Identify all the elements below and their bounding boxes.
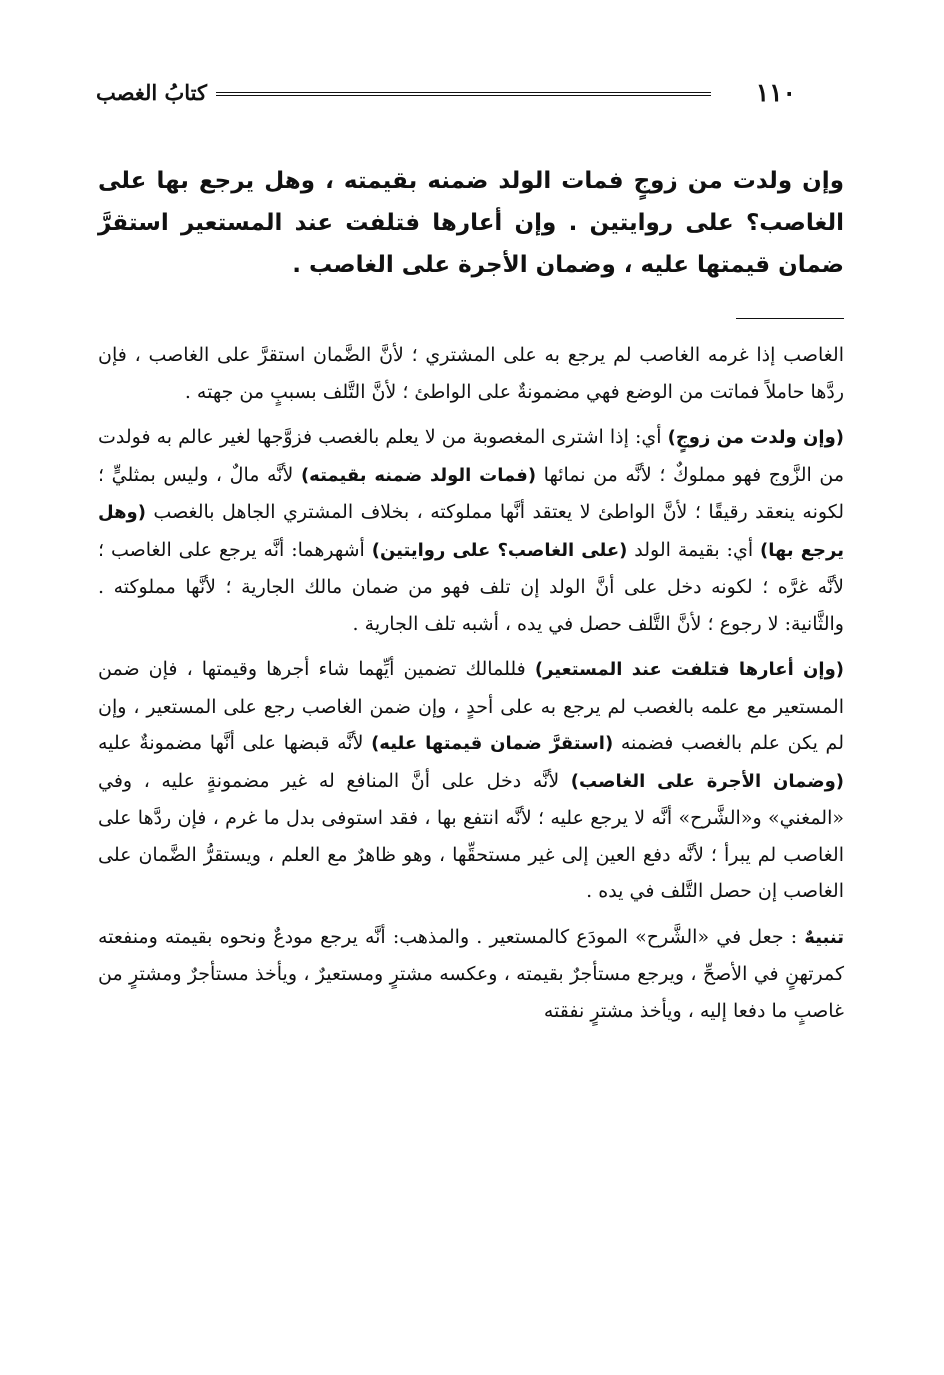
commentary-text: أي: بقيمة الولد [627,538,760,561]
commentary-text: فللمالك تضمين أيِّهما شاء أجرها وقيمتها ، فإن ضمن المستعير مع علمه بالغصب لم يرجع به على أحدٍ ، وإن ضمن الغاصب رجع على المستعير ، وإن لم يكن علم بالغصب فضمنه [98,658,844,754]
quoted-matn: (وهل يرجع بها) [98,502,844,561]
quoted-matn: (وضمان الأجرة على الغاصب) [570,770,844,792]
quoted-matn: (فمات الولد ضمنه بقيمته) [300,464,537,486]
book-title: كتابُ الغصب [96,80,208,105]
footnote-separator [736,318,844,319]
quoted-matn: (وإن ولدت من زوجٍ) [667,427,844,448]
commentary-text: : جعل في «الشَّرح» المودَع كالمستعير . والمذهب: أنَّه يرجع مودعٌ ونحوه بقيمته ومنفعته كمرتهنٍ في الأصحِّ ، ويرجع مستأجرٌ بقيمته ، وعكسه مشترٍ ومستعيرٌ ، ويأخذ مستأجرٌ ومشترٍ من غاصبٍ ما دفعا إليه ، ويأخذ مشترٍ نفقته [98,925,844,1022]
page-number: ١١٠ [755,78,796,107]
sharh-paragraph-1: الغاصب إذا غرمه الغاصب لم يرجع به على المشتري ؛ لأنَّ الضَّمان استقرَّ على الغاصب ، فإن ردَّها حاملاً فماتت من الوضع فهي مضمونةٌ على الواطئ ؛ لأنَّ التَّلف بسببٍ من جهته . [98,344,844,403]
sharh-commentary [98,337,844,1038]
quoted-matn: (وإن أعارها فتلفت عند المستعير) [534,659,845,680]
matn-text: وإن ولدت من زوجٍ فمات الولد ضمنه بقيمته ، وهل يرجع بها على الغاصب؟ على روايتين . وإن أعارها فتلفت عند المستعير استقرَّ ضمان قيمتها عليه ، وضمان الأجرة على الغاصب . [98,168,844,278]
commentary-text: لأنَّه مالٌ ، وليس بمثليٍّ ؛ لكونه ينعقد رقيقًا ؛ لأنَّ الواطئ لا يعتقد أنَّها مملوكته ، بخلاف المشتري الجاهل بالغصب [98,463,844,523]
commentary-text: أشهرهما: أنَّه يرجع على الغاصب ؛ لأنَّه غرَّه ؛ لكونه دخل على أنَّ الولد إن تلف فهو من ضمان مالك الجارية ؛ لأنَّها مملوكته . والثَّانية: لا رجوع ؛ لأنَّ التَّلف حصل في يده ، أشبه تلف الجارية . [98,538,844,635]
commentary-text: لأنَّه قبضها على أنَّها مضمونةٌ عليه [98,732,372,754]
quoted-matn: (استقرَّ ضمان قيمتها عليه) [371,733,614,754]
header-rule [216,92,711,96]
commentary-text: لأنَّه دخل على أنَّ المنافع له غير مضمونةٍ عليه ، وفي «المغني» و«الشَّرح» أنَّه لا يرجع عليه ؛ لأنَّه انتفع بها ، فقد استوفى بدل ما غرم ، فإن ردَّها على الغاصب لم يبرأ ؛ لأنَّه دفع العين إلى غير مستحقِّها ، وهو ظاهرٌ مع العلم ، ويستقرُّ الضَّمان على الغاصب إن حصل التَّلف في يده . [98,769,844,902]
quoted-matn: (على الغاصب؟ على روايتين) [371,539,628,561]
sharh-paragraph-3 [98,651,844,910]
page-header [96,76,796,112]
sharh-paragraph-4 [98,919,844,1030]
sharh-paragraph-2 [98,419,844,642]
note-label: تنبيهٌ [804,926,844,948]
commentary-text: أي: إذا اشترى المغصوبة من لا يعلم بالغصب فزوَّجها لغير عالم به فولدت من الزَّوج فهو مملوكٌ ؛ لأنَّه من نمائها [98,426,845,486]
